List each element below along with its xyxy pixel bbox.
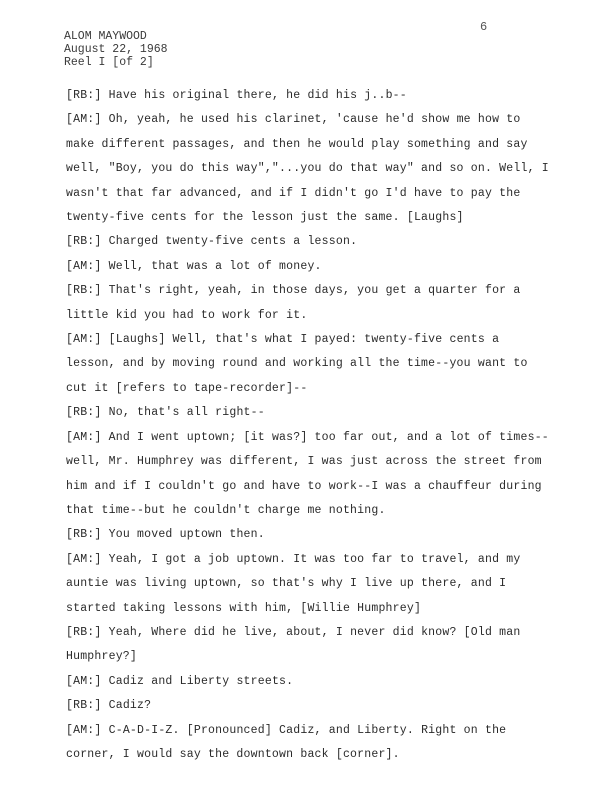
speaker-label: [RB:]	[66, 284, 102, 298]
entry-text: And I went uptown; [it was?] too far out, and a lot of times--well, Mr. Humphrey was different, I was just across the street from him and if I couldn't go and have to work--I was a chauffeur during that time--but he couldn't charge me nothing.	[66, 430, 549, 517]
transcript-entry	[66, 719, 552, 768]
transcript-entry	[66, 255, 552, 279]
entry-text: C-A-D-I-Z. [Pronounced] Cadiz, and Liberty. Right on the corner, I would say the downtown back [corner].	[66, 723, 507, 761]
speaker-label: [AM:]	[66, 674, 102, 688]
entry-text: You moved uptown then.	[108, 528, 265, 542]
page-number: 6	[480, 20, 488, 34]
entry-text: Charged twenty-five cents a lesson.	[108, 235, 358, 249]
entry-text: Cadiz and Liberty streets.	[108, 674, 294, 688]
transcript-entry	[66, 279, 552, 328]
transcript-entry	[66, 401, 552, 425]
speaker-label: [AM:]	[66, 430, 102, 444]
entry-text: Cadiz?	[108, 699, 152, 713]
entry-text: Well, that was a lot of money.	[108, 259, 322, 273]
transcript-entry	[66, 230, 552, 254]
entry-text: [Laughs] Well, that's what I payed: twenty-five cents a lesson, and by moving round and working all the time--you want to cut it [refers to tape-recorder]--	[66, 333, 528, 395]
speaker-label: [RB:]	[66, 625, 102, 639]
transcript-entry	[66, 426, 552, 524]
transcript-entry	[66, 548, 552, 621]
speaker-label: [AM:]	[66, 333, 102, 347]
speaker-label: [AM:]	[66, 723, 102, 737]
header-title: ALOM MAYWOOD	[64, 30, 147, 43]
entry-text: That's right, yeah, in those days, you get a quarter for a little kid you had to work for it.	[66, 284, 521, 322]
speaker-label: [RB:]	[66, 89, 102, 102]
speaker-label: [RB:]	[66, 235, 102, 249]
entry-text: Yeah, I got a job uptown. It was too far to travel, and my auntie was living uptown, so that's why I live up there, and I started taking lessons with him, [Willie Humphrey]	[66, 552, 521, 615]
entry-text: Oh, yeah, he used his clarinet, 'cause he'd show me how to make different passages, and then he would play something and say well, "Boy, you do this way","...you do that way" and so on. Well, I wasn't that far advanced, and if I didn't go I'd have to pay the twenty-five cents for the lesson just the same. [Laughs]	[66, 113, 549, 225]
entry-text: Have his original there, he did his j..b--	[108, 89, 407, 102]
speaker-label: [RB:]	[66, 699, 102, 713]
entry-text: Yeah, Where did he live, about, I never did know? [Old man Humphrey?]	[66, 625, 521, 664]
transcript-entry	[66, 621, 552, 670]
transcript-entry	[66, 108, 552, 230]
transcript-entry	[66, 84, 552, 108]
transcript-entry	[66, 523, 552, 547]
transcript-body	[66, 84, 552, 767]
transcript-entry	[66, 670, 552, 694]
speaker-label: [AM:]	[66, 113, 102, 127]
header-date: August 22, 1968	[64, 43, 168, 56]
transcript-entry	[66, 328, 552, 401]
speaker-label: [RB:]	[66, 528, 102, 542]
transcript-entry	[66, 694, 552, 718]
document-header	[64, 30, 168, 69]
header-reel: Reel I [of 2]	[64, 56, 154, 69]
speaker-label: [RB:]	[66, 406, 102, 420]
speaker-label: [AM:]	[66, 552, 102, 566]
speaker-label: [AM:]	[66, 259, 102, 273]
entry-text: No, that's all right--	[108, 406, 265, 420]
